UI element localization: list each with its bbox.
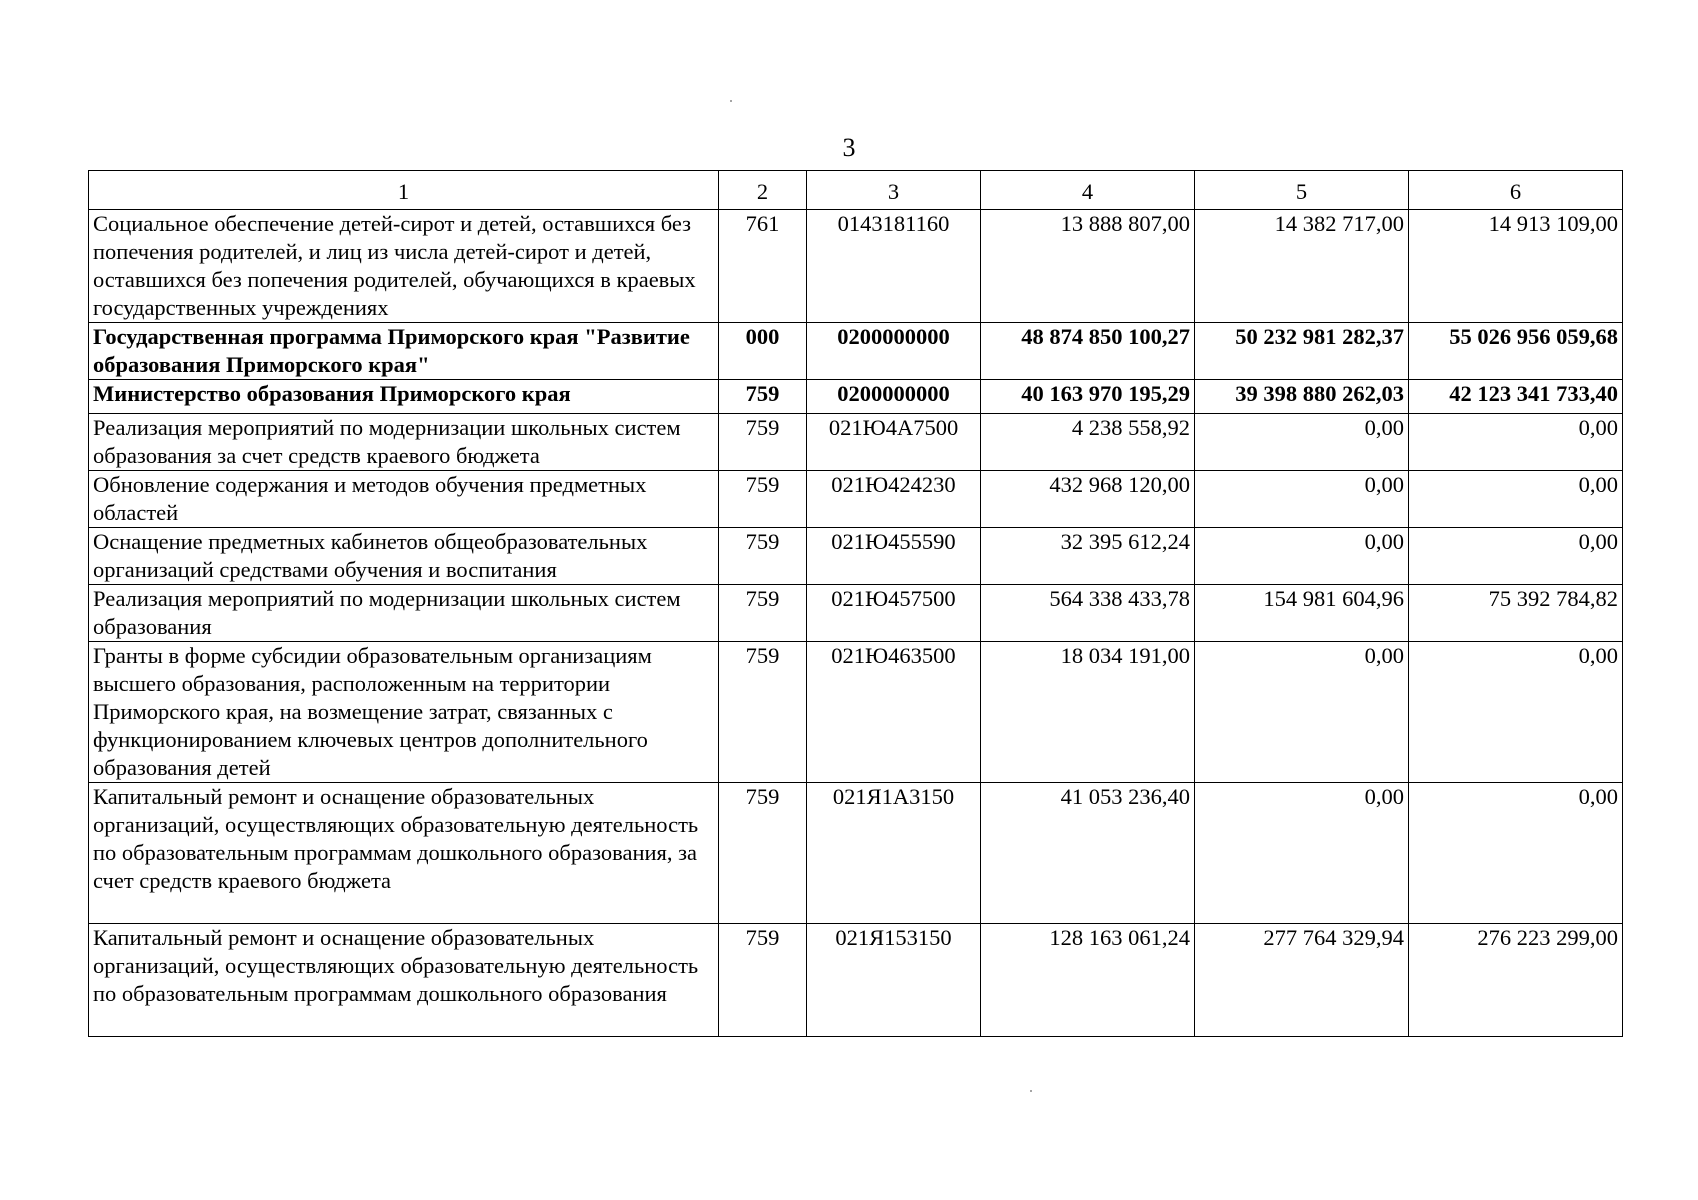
row-value-5-cell: 14 382 717,00 (1195, 210, 1409, 323)
row-name-cell: Государственная программа Приморского края "Развитие образования Приморского края" (89, 323, 719, 380)
row-value-6-cell: 0,00 (1409, 642, 1623, 783)
row-value-6-cell: 0,00 (1409, 471, 1623, 528)
header-cell-2: 2 (719, 171, 807, 210)
row-csr-cell: 021Ю455590 (807, 528, 981, 585)
row-code-cell: 759 (719, 471, 807, 528)
budget-table (88, 170, 1623, 1037)
row-value-6-cell: 14 913 109,00 (1409, 210, 1623, 323)
row-csr-cell: 021Ю457500 (807, 585, 981, 642)
row-name-cell: Оснащение предметных кабинетов общеобразовательных организаций средствами обучения и воспитания (89, 528, 719, 585)
row-code-cell: 759 (719, 642, 807, 783)
row-code-cell: 759 (719, 414, 807, 471)
table-row (89, 471, 1623, 528)
row-value-5-cell: 0,00 (1195, 528, 1409, 585)
row-name-cell: Капитальный ремонт и оснащение образовательных организаций, осуществляющих образовательную деятельность по образовательным программам дошкольного образования, за счет средств краевого бюджета (89, 783, 719, 924)
row-name-cell: Обновление содержания и методов обучения предметных областей (89, 471, 719, 528)
row-code-cell: 759 (719, 924, 807, 1037)
row-value-4-cell: 48 874 850 100,27 (981, 323, 1195, 380)
row-csr-cell: 021Ю424230 (807, 471, 981, 528)
table-row (89, 210, 1623, 323)
scan-speck (1030, 1090, 1032, 1092)
table-row (89, 783, 1623, 924)
table-row (89, 924, 1623, 1037)
row-value-6-cell: 0,00 (1409, 783, 1623, 924)
row-csr-cell: 021Я1А3150 (807, 783, 981, 924)
row-value-6-cell: 75 392 784,82 (1409, 585, 1623, 642)
table-row (89, 414, 1623, 471)
row-value-4-cell: 564 338 433,78 (981, 585, 1195, 642)
row-value-4-cell: 41 053 236,40 (981, 783, 1195, 924)
table-row (89, 585, 1623, 642)
row-value-6-cell: 276 223 299,00 (1409, 924, 1623, 1037)
row-csr-cell: 0200000000 (807, 323, 981, 380)
header-cell-1: 1 (89, 171, 719, 210)
row-name-cell: Реализация мероприятий по модернизации школьных систем образования (89, 585, 719, 642)
row-name-cell: Социальное обеспечение детей-сирот и детей, оставшихся без попечения родителей, и лиц из числа детей-сирот и детей, оставшихся без попечения родителей, обучающихся в краевых государственных учреждениях (89, 210, 719, 323)
row-csr-cell: 0143181160 (807, 210, 981, 323)
row-value-4-cell: 432 968 120,00 (981, 471, 1195, 528)
row-code-cell: 759 (719, 585, 807, 642)
row-value-5-cell: 0,00 (1195, 783, 1409, 924)
row-code-cell: 759 (719, 528, 807, 585)
table-row (89, 323, 1623, 380)
row-value-6-cell: 0,00 (1409, 528, 1623, 585)
row-name-cell: Министерство образования Приморского края (89, 380, 719, 414)
row-value-5-cell: 39 398 880 262,03 (1195, 380, 1409, 414)
page-number: 3 (842, 133, 856, 162)
row-value-6-cell: 55 026 956 059,68 (1409, 323, 1623, 380)
row-value-6-cell: 42 123 341 733,40 (1409, 380, 1623, 414)
row-name-cell: Капитальный ремонт и оснащение образовательных организаций, осуществляющих образовательную деятельность по образовательным программам дошкольного образования (89, 924, 719, 1037)
row-value-4-cell: 40 163 970 195,29 (981, 380, 1195, 414)
table-row (89, 380, 1623, 414)
table-row (89, 528, 1623, 585)
header-cell-4: 4 (981, 171, 1195, 210)
row-value-6-cell: 0,00 (1409, 414, 1623, 471)
table-row (89, 642, 1623, 783)
row-code-cell: 000 (719, 323, 807, 380)
row-value-5-cell: 0,00 (1195, 471, 1409, 528)
row-value-4-cell: 4 238 558,92 (981, 414, 1195, 471)
row-csr-cell: 021Я153150 (807, 924, 981, 1037)
row-csr-cell: 021Ю4А7500 (807, 414, 981, 471)
row-code-cell: 759 (719, 783, 807, 924)
header-cell-5: 5 (1195, 171, 1409, 210)
row-value-5-cell: 154 981 604,96 (1195, 585, 1409, 642)
header-cell-3: 3 (807, 171, 981, 210)
row-name-cell: Реализация мероприятий по модернизации школьных систем образования за счет средств краевого бюджета (89, 414, 719, 471)
table-body (89, 210, 1623, 1037)
row-value-5-cell: 0,00 (1195, 642, 1409, 783)
row-value-4-cell: 32 395 612,24 (981, 528, 1195, 585)
header-row (89, 171, 1623, 210)
row-code-cell: 761 (719, 210, 807, 323)
row-value-4-cell: 18 034 191,00 (981, 642, 1195, 783)
row-value-5-cell: 0,00 (1195, 414, 1409, 471)
scan-speck (730, 100, 732, 102)
row-value-5-cell: 277 764 329,94 (1195, 924, 1409, 1037)
row-value-4-cell: 13 888 807,00 (981, 210, 1195, 323)
row-csr-cell: 0200000000 (807, 380, 981, 414)
row-value-4-cell: 128 163 061,24 (981, 924, 1195, 1037)
row-name-cell: Гранты в форме субсидии образовательным организациям высшего образования, расположенным на территории Приморского края, на возмещение затрат, связанных с функционированием ключевых центров дополнительного образования детей (89, 642, 719, 783)
row-value-5-cell: 50 232 981 282,37 (1195, 323, 1409, 380)
row-csr-cell: 021Ю463500 (807, 642, 981, 783)
header-cell-6: 6 (1409, 171, 1623, 210)
row-code-cell: 759 (719, 380, 807, 414)
